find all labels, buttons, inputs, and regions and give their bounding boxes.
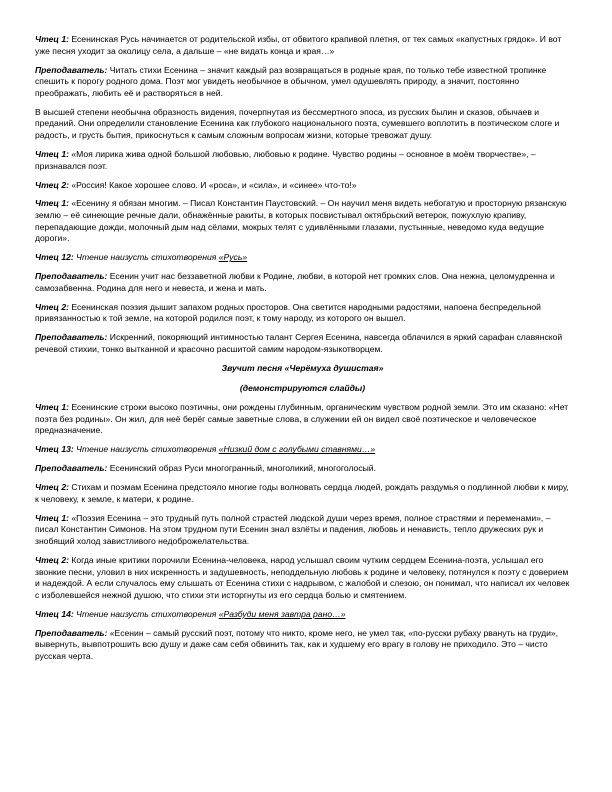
paragraph-text: Есенинские строки высоко поэтичны, они рождены глубинным, органическим чувством родной земли. Это им сказано: «Нет поэта без родины». Он жил, для неё берёг самые заветные слова, в служении ей он видел своё поэтическое и человеческое предназначение. [35,402,569,436]
paragraph-14 [35,555,570,601]
paragraph-4 [35,149,570,172]
paragraph-text: Есенин учит нас беззаветной любви к Родине, любви, в которой нет громких слов. Она нежна, целомудренна и самозабвенна. Родина для него и невеста, и жена и мать. [35,271,555,293]
cue-text: Чтение наизусть стихотворения [73,608,219,619]
speaker-label: Чтец 2: [35,179,69,190]
speaker-label: Чтец 1: [35,512,69,523]
paragraph-text: Есенинская Русь начинается от родительской избы, от обвитого крапивой плетня, от тех самых «капустных грядок». И вот уже песня уходит за околицу села, а дальше – «не видать конца и края…» [35,34,562,56]
paragraph-15 [35,628,570,663]
paragraph-text: Стихам и поэмам Есенина предстояло многие годы волновать сердца людей, рождать раздумья о подлинной любви к миру, к человеку, к земле, к матери, к родине. [35,482,569,504]
paragraph-text: «Моя лирика жива одной большой любовью, любовью к родине. Чувство родины – основное в моём творчестве», – признавался поэт. [35,148,536,171]
paragraph-11 [35,463,570,475]
paragraph-text: Есенинский образ Руси многогранный, многоликий, многоголосый. [107,463,376,474]
speaker-label: Чтец 1: [35,34,69,44]
paragraph-text: «Есенину я обязан многим. – Писал Константин Паустовский. – Он научил меня видеть небогатую и просторную рязанскую землю – её синеющие речные дали, обнажённые ракиты, в которых посвистывал октябрьский ветерок, пожухлую крапиву, перепадающие дожди, молочный дым над сёлами, мокрых телят с удивлёнными глазами, пустынные, неведомо куда ведущие дороги». [35,198,567,244]
paragraph-text: «Есенин – самый русский поэт, потому что никто, кроме него, не умел так, «по-русски рубаху рвануть на груди», вывернуть, вывпотрошить всю душу и даже сам себя обвинить так, как и худшему его врагу в голову не приходило. Это – чисто русская черта. [35,627,559,661]
poem-title: «Низкий дом с голубыми ставнями…» [218,444,376,455]
song-note: Звучит песня «Черёмуха душистая» [221,362,384,373]
paragraph-text: «Поэзия Есенина – это трудный путь полной страстей людской души через время, полное страстями и переменами», – писал Константин Симонов. На этом трудном пути Есенин знал взлёты и падения, любовь и ненависть, тепло дружеских рук и знобящий холод завистливого недоброжелательства. [35,512,551,547]
cue-text: Чтение наизусть стихотворения [73,444,219,455]
speaker-label: Преподаватель: [35,332,108,343]
paragraph-2 [35,65,570,100]
paragraph-text: В высшей степени необычна образность видения, почерпнутая из бессмертного эпоса, из русских былин и сказов, обычаев и преданий. Они определили становление Есенина как глубокого национального поэта, сумевшего воплотить в поэтическом слоге и радость, и грусть бытия, прикоснуться к самым сложным вопросам жизни, которые тревожат душу. [35,106,560,140]
slides-note: (демонстрируются слайды) [239,382,366,393]
speaker-label: Чтец 14: [35,608,74,619]
speaker-label: Чтец 2: [35,301,69,312]
speaker-label: Чтец 2: [35,482,69,493]
speaker-label: Чтец 2: [35,555,69,566]
recitation-cue-2 [35,444,570,456]
paragraph-13 [35,513,570,548]
paragraph-9 [35,332,570,355]
paragraph-12 [35,482,570,505]
speaker-label: Чтец 13: [35,444,74,455]
cue-text: Чтение наизусть стихотворения [73,252,219,263]
speaker-label: Преподаватель: [35,463,108,474]
speaker-label: Преподаватель: [35,627,108,638]
paragraph-text: Есенинская поэзия дышит запахом родных просторов. Она светится народными радостями, напоена беспредельной привязанностью к той земле, на которой родился поэт, к тому народу, из которого он вышел. [35,301,541,324]
paragraph-3 [35,107,570,142]
speaker-label: Преподаватель: [35,64,108,75]
paragraph-10 [35,402,570,437]
paragraph-text: «Россия! Какое хорошее слово. И «роса», и «сила», и «синее» что-то!» [68,179,357,190]
speaker-label: Чтец 1: [35,148,69,159]
paragraph-7 [35,271,570,294]
paragraph-text: Искренний, покоряющий интимностью талант Сергея Есенина, навсегда облачился в яркий сарафан славянской речевой стихии, тонко вытканной и красочно расшитой самим народом-языкотворцем. [35,332,563,354]
recitation-cue-3 [35,609,570,621]
speaker-label: Преподаватель: [35,271,108,282]
poem-title: «Разбуди меня завтра рано…» [218,608,346,619]
paragraph-text: Читать стихи Есенина – значит каждый раз возвращаться в родные края, по только тебе известной тропинке спешить к порогу родного дома. Поэт мог увидеть необычное в обычном, умел одушевлять природу, а значит, постоянно преображать, любить её и растворяться в ней. [35,64,547,98]
paragraph-5 [35,180,570,192]
paragraph-1 [35,34,570,57]
speaker-label: Чтец 1: [35,198,69,209]
paragraph-6 [35,198,570,244]
poem-title: «Русь» [218,252,248,263]
speaker-label: Чтец 12: [35,252,74,263]
paragraph-text: Когда иные критики порочили Есенина-человека, народ услышал своим чутким сердцем Есенина-поэта, услышал его звонкие песни, уловил в них искренность и задушевность, неподдельную любовь к родине и человеку, потянулся к поэту с доверием и надеждой. А если случалось ему слышать от Есенина стихи с надрывом, с жалобой и слезою, он понимал, что написал их человек с изболевшейся нежной душою, что стихи эти исторгнуты из его сердца болью и смятением. [35,555,570,600]
recitation-cue-1 [35,252,570,264]
speaker-label: Чтец 1: [35,402,69,413]
paragraph-8 [35,302,570,325]
